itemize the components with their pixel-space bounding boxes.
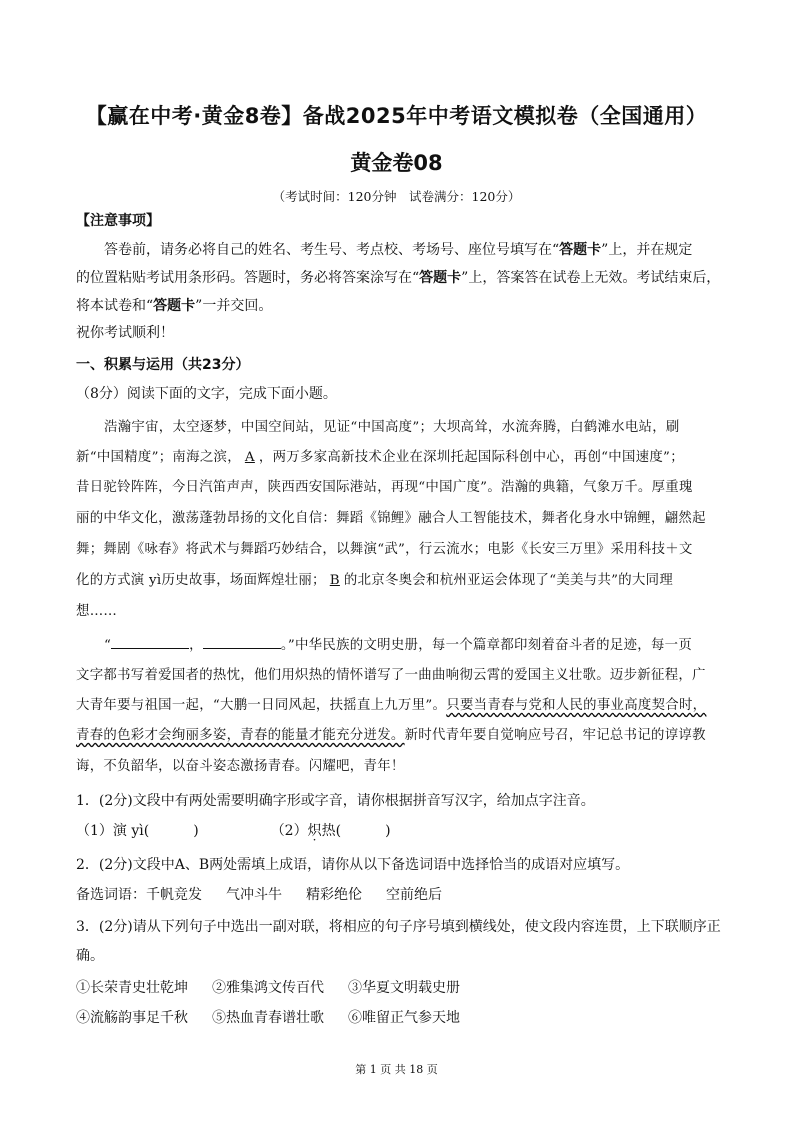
sentence-option: ⑤热血青春谱壮歌 xyxy=(212,1010,324,1026)
exam-info: （考试时间：120分钟 试卷满分：120分） xyxy=(272,189,521,204)
word-option: 千帆竞发 xyxy=(146,887,202,903)
passage-line: 青春的色彩才会绚丽多姿，青春的能量才能充分迸发。新时代青年要自觉响应号召，牢记总书记的谆谆教 xyxy=(76,728,706,743)
question-3: 3．(2分)请从下列句子中选出一副对联，将相应的句子序号填到横线处，使文段内容连贯，上下联顺序正 xyxy=(76,919,721,935)
word-option: 精彩绝伦 xyxy=(306,887,362,903)
question-2: 2．(2分)文段中A、B两处需填上成语，请你从以下备选词语中选择恰当的成语对应填写。 xyxy=(76,857,630,873)
question-3-options xyxy=(76,1007,720,1027)
section-heading: 一、积累与运用（共23分） xyxy=(76,357,250,373)
question-1: 1．(2分)文段中有两处需要明确字形或字音，请你根据拼音写汉字，给加点字注音。 xyxy=(76,793,595,809)
exam-subtitle: 黄金卷08 xyxy=(350,151,443,175)
passage-line: “ ， 。”中华民族的文明史册，每一个篇章都印刻着奋斗者的足迹，每一页 xyxy=(104,638,693,653)
passage-line: 昔日驼铃阵阵，今日汽笛声声，陕西西安国际港站，再现“中国广度”。浩瀚的典籍，气象万千。厚重瑰 xyxy=(76,480,693,495)
sentence-option: ④流觞韵事足千秋 xyxy=(76,1010,188,1026)
notice-paragraph-line: 答卷前，请务必将自己的姓名、考生号、考点校、考场号、座位号填写在“答题卡”上，并在规定 xyxy=(104,242,693,258)
passage-line: 大青年要与祖国一起，“大鹏一日同风起，扶摇直上九万里”。只要当青春与党和人民的事业高度契合时， xyxy=(76,698,707,713)
exam-title: 【赢在中考·黄金8卷】备战2025年中考语文模拟卷（全国通用） xyxy=(85,104,708,128)
dotted-character: 炽 xyxy=(307,823,322,839)
passage-line: 新“中国精度”；南海之滨， A ，两万多家高新技术企业在深圳托起国际科创中心，再创“中国速度”； xyxy=(76,450,684,465)
notice-paragraph-line: 将本试卷和“答题卡”一并交回。 xyxy=(76,298,273,314)
section-intro: （8分）阅读下面的文字，完成下面小题。 xyxy=(76,386,337,402)
wavy-underlined-sentence: 只要当青春与党和人民的事业高度契合时， xyxy=(446,698,707,713)
couplet-blank-upper xyxy=(111,636,189,649)
question-1-items: （1）演 yì( ) （2）炽热( ) xyxy=(76,823,391,839)
word-option: 空前绝后 xyxy=(386,887,442,903)
couplet-blank-lower xyxy=(203,636,281,649)
wavy-underlined-sentence: 青春的色彩才会绚丽多姿，青春的能量才能充分迸发。 xyxy=(76,728,405,743)
question-3-options xyxy=(76,977,720,997)
page-number: 第 1 页 共 18 页 xyxy=(355,1063,438,1076)
passage-line: 丽的中华文化，激荡蓬勃昂扬的文化自信：舞蹈《锦鲤》融合人工智能技术，舞者化身水中锦鲤，翩然起 xyxy=(76,511,706,526)
notice-heading: 【注意事项】 xyxy=(76,213,160,229)
word-option: 气冲斗牛 xyxy=(226,887,282,903)
passage-line: 想…… xyxy=(76,604,118,619)
question-3: 确。 xyxy=(76,948,104,964)
passage-line: 化的方式演 yì历史故事，场面辉煌壮丽； B 的北京冬奥会和杭州亚运会体现了“美美与共”的大同理 xyxy=(76,573,674,588)
blank-a: A xyxy=(244,450,255,465)
notice-paragraph-line: 的位置粘贴考试用条形码。答题时，务必将答案涂写在“答题卡”上，答案答在试卷上无效。考试结束后， xyxy=(76,270,721,286)
sentence-option: ⑥唯留正气参天地 xyxy=(348,1010,460,1026)
notice-wish: 祝你考试顺利！ xyxy=(76,325,174,341)
passage-line: 舞；舞剧《咏春》将武术与舞蹈巧妙结合，以舞演“武”，行云流水；电影《长安三万里》采用科技＋文 xyxy=(76,542,693,557)
passage-line: 文字都书写着爱国者的热忱，他们用炽热的情怀谱写了一曲曲响彻云霄的爱国主义壮歌。迈步新征程，广 xyxy=(76,668,706,683)
blank-b: B xyxy=(329,573,340,588)
sentence-option: ②雅集鸿文传百代 xyxy=(212,980,324,996)
passage-line: 诲，不负韶华，以奋斗姿态激扬青春。闪耀吧，青年！ xyxy=(76,759,405,774)
sentence-option: ①长荣青史壮乾坤 xyxy=(76,980,188,996)
sentence-option: ③华夏文明载史册 xyxy=(348,980,460,996)
passage-line: 浩瀚宇宙，太空逐梦，中国空间站，见证“中国高度”；大坝高耸，水流奔腾，白鹤滩水电站，刷 xyxy=(104,420,680,435)
question-2-options: 备选词语：千帆竞发 气冲斗牛 精彩绝伦 空前绝后 xyxy=(76,887,442,903)
